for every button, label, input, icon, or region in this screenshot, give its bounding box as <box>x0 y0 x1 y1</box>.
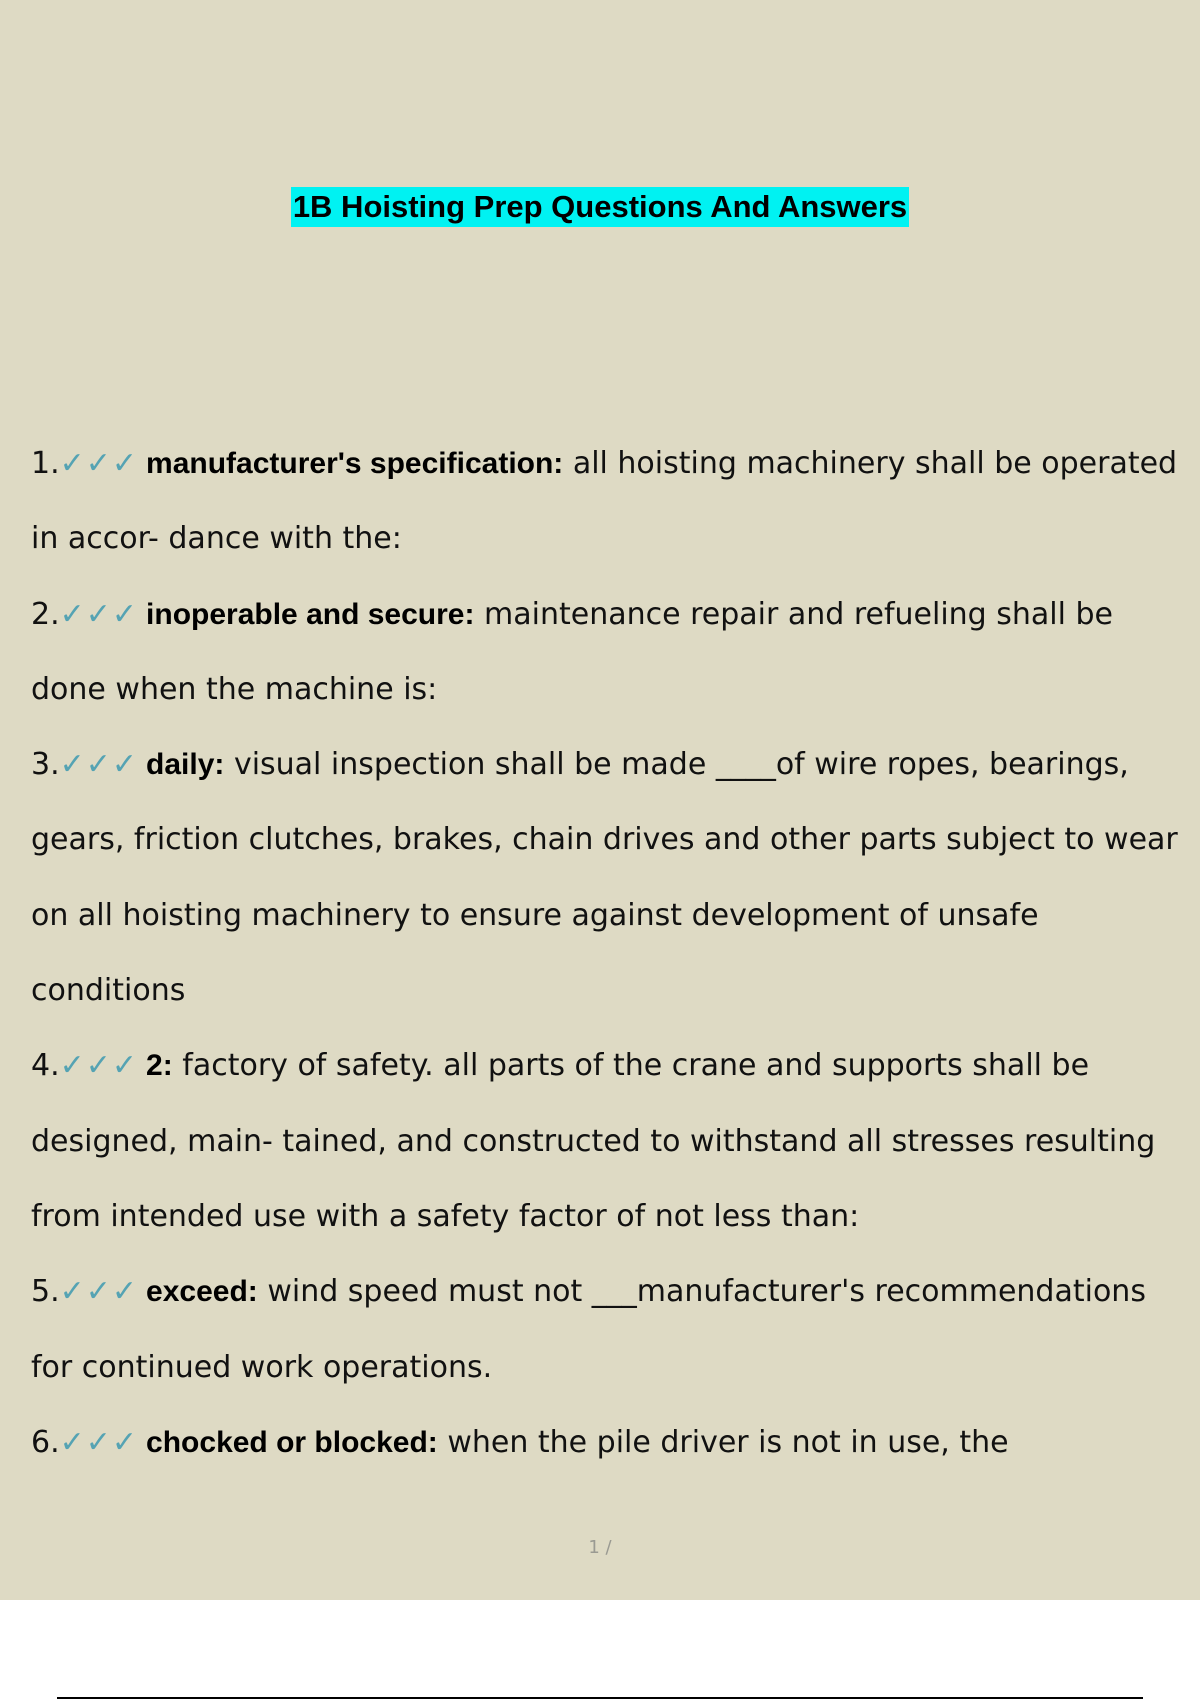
item-question: factory of safety. all parts of the crane and supports shall be designed, main- tained, and constructed to withstand all stresses resulting from intended use with a safety factor of not less than: <box>31 1048 1156 1234</box>
list-item <box>31 1028 1181 1254</box>
footer-divider <box>57 1697 1143 1699</box>
item-number: 4. <box>31 1048 60 1084</box>
item-answer: exceed: <box>146 1275 258 1309</box>
item-question: visual inspection shall be made ____of wire ropes, bearings, gears, friction clutches, brakes, chain drives and other parts subject to wear on all hoisting machinery to ensure against development of unsafe conditions <box>31 747 1178 1009</box>
list-item <box>31 426 1181 577</box>
list-item <box>31 1405 1181 1480</box>
item-question: all hoisting machinery shall be operated in accor- dance with the: <box>31 446 1178 557</box>
title-container <box>0 187 1200 227</box>
check-marks-icon: ✓✓✓ <box>59 1274 139 1310</box>
item-number: 6. <box>31 1424 60 1460</box>
check-marks-icon: ✓✓✓ <box>59 747 139 783</box>
item-answer: manufacturer's specification: <box>146 447 564 480</box>
list-item <box>31 577 1181 728</box>
item-answer: chocked or blocked: <box>146 1425 438 1459</box>
item-question: wind speed must not ___manufacturer's recommendations for continued work operations. <box>31 1274 1146 1385</box>
item-answer: daily: <box>146 748 225 782</box>
check-marks-icon: ✓✓✓ <box>59 446 139 481</box>
item-number: 5. <box>31 1274 60 1310</box>
item-answer: inoperable and secure: <box>146 597 475 631</box>
list-item <box>31 727 1181 1028</box>
item-answer: 2: <box>146 1049 173 1083</box>
item-question: when the pile driver is not in use, the <box>437 1424 1009 1460</box>
check-marks-icon: ✓✓✓ <box>59 596 139 632</box>
item-question: maintenance repair and refueling shall be done when the machine is: <box>31 596 1113 707</box>
check-marks-icon: ✓✓✓ <box>59 1424 139 1460</box>
item-number: 2. <box>31 596 60 632</box>
list-item <box>31 1254 1181 1405</box>
item-number: 3. <box>31 747 60 783</box>
qa-list <box>31 426 1181 1480</box>
check-marks-icon: ✓✓✓ <box>59 1048 139 1084</box>
document-title: 1B Hoisting Prep Questions And Answers <box>291 187 909 227</box>
item-number: 1. <box>31 446 60 481</box>
page-number: 1 / <box>588 1537 612 1558</box>
